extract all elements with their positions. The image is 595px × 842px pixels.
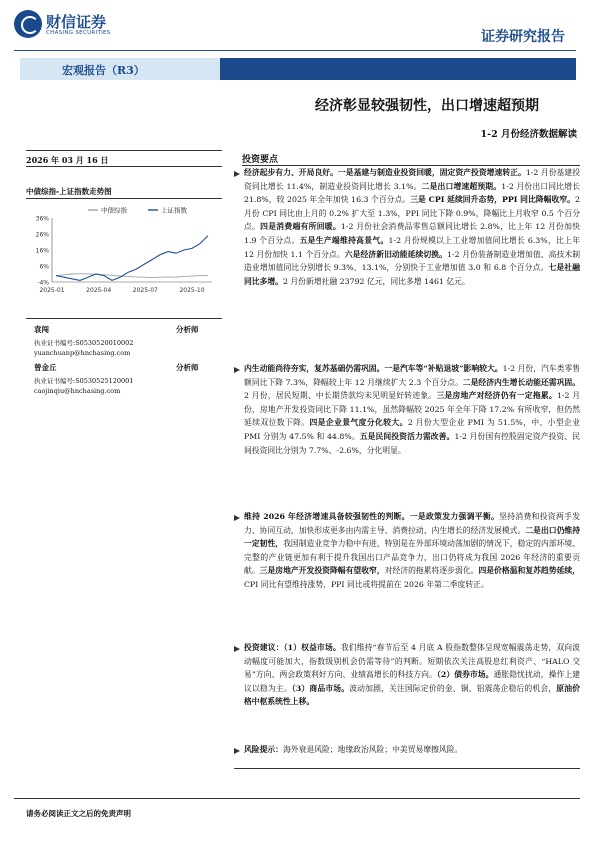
x-tick-label: 2025-01 [39, 287, 65, 294]
y-tick-label: -4% [37, 279, 49, 287]
legend-label: 中债综指 [101, 206, 127, 215]
x-tick-label: 2025-10 [179, 287, 205, 294]
logo-icon [14, 10, 42, 38]
bullet-arrow-icon [234, 748, 240, 754]
bullet-arrow-icon [234, 171, 240, 177]
report-category: 宏观报告（R3） [62, 64, 145, 77]
summary-paragraph: 内生动能尚待夯实，复苏基础仍需巩固。一是汽车等“补贴退坡”影响较大。1-2 月份，汽车类零售额同比下降 7.3%，降幅较上年 12 月继续扩大 2.3 个百分点。二是经济内生增长动能还需巩固。2 月份，居民短期、中长期贷款均未见明显好转迹象。三是房地产对经济仍有一定拖累。1-2 月份，房地产开发投资同比下降 11.1%，虽然降幅较 2025 年全年下降 17.2% 有所收窄，但仍然延续双位数下降。四是企业景气度分化较大。2 月份大型企业 PMI 为 51.5%，中、小型企业 PMI 分别为 47.5% 和 44.8%。五是民间投资活力需改善。1-2 月份国有控股固定资产投资、民间投资同比分别为 7.7%、-2.6%，分化明显。 [244, 364, 581, 455]
analyst-role: 分析师 [176, 325, 199, 334]
bullet-arrow-icon [234, 646, 240, 652]
analyst-rule [26, 318, 222, 319]
y-tick-label: 16% [35, 247, 49, 255]
y-tick-label: 36% [35, 215, 49, 223]
chart-svg [26, 204, 222, 304]
analyst-email[interactable]: yuanchuanp@hnchasing.com [34, 349, 131, 357]
page-subtitle: 1-2 月份经济数据解读 [480, 129, 577, 140]
analyst-name: 袁闯 [34, 325, 49, 334]
y-tick-label: 6% [39, 263, 49, 271]
footer-rule [14, 798, 580, 799]
y-tick-label: 26% [35, 231, 49, 239]
chart-rule [26, 198, 222, 199]
report-band-right [220, 58, 576, 80]
disclaimer-text: 请务必阅读正文之后的免责声明 [26, 809, 131, 818]
analyst-cert: 执业证书编号:S0530525120001 [34, 377, 134, 385]
summary-paragraph: 经济起步有力、开局良好。一是基建与制造业投资回暖，固定资产投资增速转正。1-2 月份基建投资同比增长 11.4%，制造业投资同比增长 3.1%。二是出口增速超预期。1-2 月份出口同比增长 21.8%，较 2025 年全年加快 16.3 个百分点。三是 CPI 延续回升态势，PPI 同比降幅收窄。2 月份 CPI 同比由上月的 0.2% 扩大至 1.3%，PPI 同比下降 0.9%，降幅比上月收窄 0.5 个百分点。四是消费端有所回暖。1-2 月份社会消费品零售总额同比增长 2.8%，比上年 12 月份加快 1.9 个百分点。五是生产端维持高景气。1-2 月份规模以上工业增加值同比增长 6.3%，比上年 12 月份加快 1.1 个百分点。六是经济新旧动能延续切换。1-2 月份装备制造业增加值、高技术制造业增加值同比分别增长 9.3%、13.1%，分别快于工业增加值 3.0 和 6.8 个百分点。七是社融同比多增。2 月份新增社融 23792 亿元，同比多增 1461 亿元。 [244, 168, 581, 286]
x-tick-label: 2025-07 [132, 287, 158, 294]
date-rule-top [26, 150, 222, 151]
bullet-arrow-icon [234, 515, 240, 521]
summary-paragraph: 维持 2026 年经济增速具备较强韧性的判断。一是政策发力强调平衡。坚持消费和投资两手发力、协同互动，加快形成更多由内需主导、消费拉动、内生增长的经济发展模式。二是出口仍维持一定韧性，我国制造业竞争力稳中有进，特别是在外部环境动荡加剧的情况下，稳定的内部环境、完整的产业链更加有利于提升我国出口产品竞争力，出口仍将成为我国 2026 年经济的重要贡献。三是房地产开发投资降幅有望收窄，对经济的拖累将逐步弱化。四是价格温和复苏趋势延续，CPI 同比有望维持涨势，PPI 同比或将提前在 2026 年第二季度转正。 [244, 512, 581, 589]
section-heading: 投资要点 [242, 155, 279, 165]
analyst-cert: 执业证书编号:S0530520010002 [34, 339, 134, 347]
logo-text: 财信证券 [46, 13, 107, 31]
logo-subtext: CHASING SECURITIES [46, 30, 111, 36]
analyst-name: 曾金丘 [34, 363, 57, 372]
section-end-rule [234, 768, 580, 769]
analyst-role: 分析师 [176, 363, 199, 372]
doc-type: 证券研究报告 [481, 29, 565, 45]
x-tick-label: 2025-04 [86, 287, 112, 294]
series-line-bond-index [56, 274, 208, 278]
legend-label: 上证指数 [161, 206, 187, 215]
index-chart [26, 204, 222, 304]
chart-heading: 中债综指-上证指数走势图 [26, 187, 112, 196]
date-rule-bottom [26, 166, 222, 167]
bullet-arrow-icon [234, 367, 240, 373]
summary-paragraph: 投资建议：（1）权益市场。我们维持“春节后至 4 月底 A 股指数整体呈现宽幅震荡走势，双向波动幅度可能加大，指数级别机会仍需等待”的判断。短期依次关注高股息红利资产、“HALO 交易”方向、两会政策利好方向、业绩高增长的科技方向。（2）债券市场。通胀隐忧扰动，操作上建议以稳为主。（3）商品市场。波动加剧，关注国际定价的金、铜、铝震荡企稳后的机会，原油价格中枢系统性上移。 [244, 643, 581, 707]
analyst-email[interactable]: caojinqiu@hnchasing.com [34, 387, 121, 395]
header-divider [14, 50, 576, 51]
risk-paragraph: 风险提示：海外衰退风险；地缘政治风险；中美贸易摩擦风险。 [244, 745, 463, 754]
report-date: 2026 年 03 月 16 日 [26, 155, 109, 165]
page-title: 经济彰显较强韧性，出口增速超预期 [315, 98, 539, 114]
